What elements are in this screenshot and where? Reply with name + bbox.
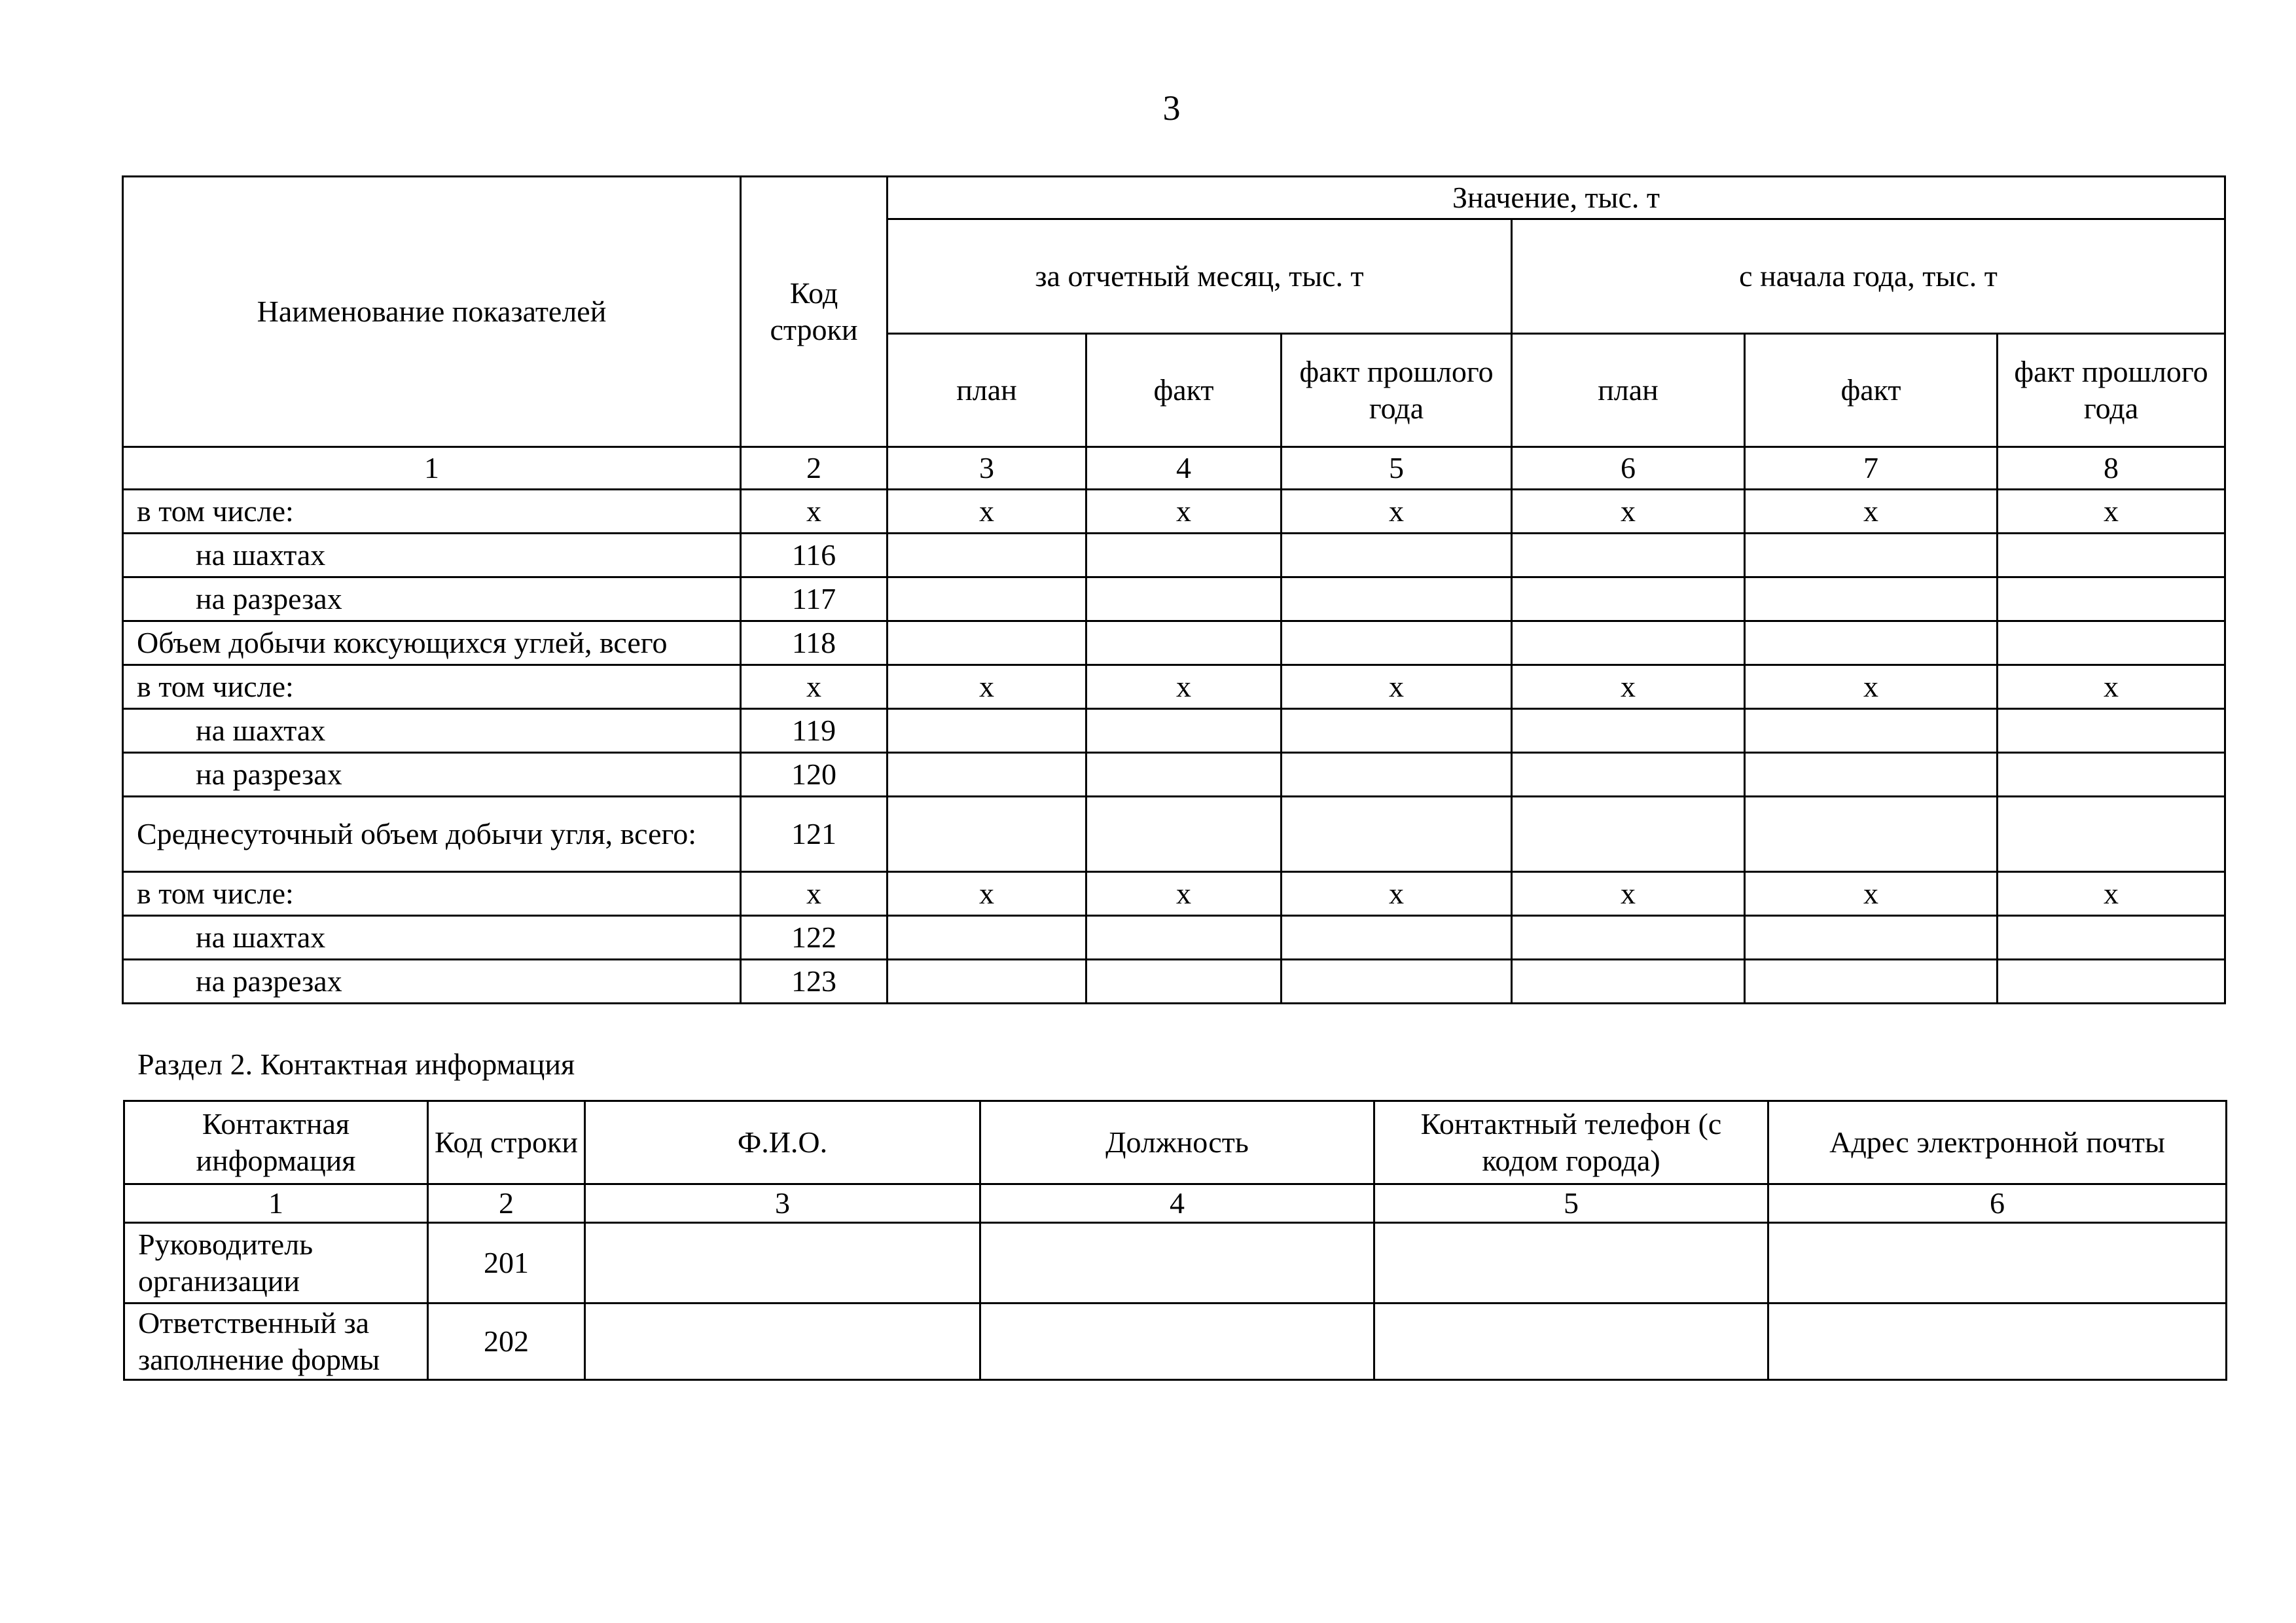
- value-cell[interactable]: [1745, 960, 1998, 1004]
- phone-cell[interactable]: [1374, 1304, 1768, 1380]
- value-cell[interactable]: [1086, 753, 1282, 797]
- value-cell: x: [888, 872, 1086, 916]
- row-code: 202: [428, 1304, 585, 1380]
- value-cell: x: [1998, 665, 2225, 709]
- column-number: 2: [741, 447, 888, 490]
- value-cell: x: [1086, 665, 1282, 709]
- header-position: Должность: [980, 1101, 1374, 1184]
- header-phone: Контактный телефон (с кодом города): [1374, 1101, 1768, 1184]
- table-row: [123, 621, 2225, 665]
- row-name: на шахтах: [123, 709, 741, 753]
- value-cell[interactable]: [1745, 797, 1998, 872]
- row-name: на шахтах: [123, 534, 741, 577]
- value-cell[interactable]: [1282, 709, 1512, 753]
- value-cell[interactable]: [1282, 534, 1512, 577]
- value-cell[interactable]: [1282, 960, 1512, 1004]
- header-year-to-date: с начала года, тыс. т: [1512, 219, 2225, 334]
- header-year-plan: план: [1512, 334, 1745, 447]
- column-number: 5: [1374, 1184, 1768, 1223]
- value-cell[interactable]: [1086, 621, 1282, 665]
- value-cell[interactable]: [1512, 916, 1745, 960]
- email-cell[interactable]: [1768, 1223, 2227, 1304]
- value-cell[interactable]: [1086, 709, 1282, 753]
- header-value: Значение, тыс. т: [888, 177, 2225, 219]
- value-cell[interactable]: [1998, 709, 2225, 753]
- value-cell[interactable]: [888, 960, 1086, 1004]
- row-name: Объем добычи коксующихся углей, всего: [123, 621, 741, 665]
- row-name: на разрезах: [123, 577, 741, 621]
- value-cell[interactable]: [1512, 797, 1745, 872]
- full-name-cell[interactable]: [585, 1304, 980, 1380]
- value-cell[interactable]: [888, 753, 1086, 797]
- header-contact-info: Контактная информация: [124, 1101, 428, 1184]
- position-cell[interactable]: [980, 1223, 1374, 1304]
- table-row: [123, 490, 2225, 534]
- value-cell[interactable]: [1745, 577, 1998, 621]
- column-number: 1: [124, 1184, 428, 1223]
- value-cell[interactable]: [1512, 621, 1745, 665]
- row-code: x: [741, 665, 888, 709]
- value-cell[interactable]: [888, 709, 1086, 753]
- column-number: 8: [1998, 447, 2225, 490]
- value-cell[interactable]: [888, 916, 1086, 960]
- table-row: [123, 872, 2225, 916]
- value-cell[interactable]: [1512, 960, 1745, 1004]
- row-name: на шахтах: [123, 916, 741, 960]
- value-cell[interactable]: [1086, 797, 1282, 872]
- header-indicator-name: Наименование показателей: [123, 177, 741, 447]
- row-name: в том числе:: [123, 872, 741, 916]
- value-cell: x: [1086, 490, 1282, 534]
- table-row: [123, 665, 2225, 709]
- value-cell[interactable]: [1745, 916, 1998, 960]
- value-cell[interactable]: [1998, 534, 2225, 577]
- header-month-fact: факт: [1086, 334, 1282, 447]
- column-number: 2: [428, 1184, 585, 1223]
- header-reporting-month: за отчетный месяц, тыс. т: [888, 219, 1512, 334]
- value-cell: x: [1282, 490, 1512, 534]
- header-email: Адрес электронной почты: [1768, 1101, 2227, 1184]
- value-cell[interactable]: [1745, 534, 1998, 577]
- value-cell[interactable]: [888, 577, 1086, 621]
- value-cell[interactable]: [1282, 621, 1512, 665]
- column-number: 5: [1282, 447, 1512, 490]
- header-year-fact: факт: [1745, 334, 1998, 447]
- value-cell[interactable]: [888, 534, 1086, 577]
- value-cell: x: [1998, 872, 2225, 916]
- column-number: 4: [980, 1184, 1374, 1223]
- value-cell[interactable]: [1998, 753, 2225, 797]
- phone-cell[interactable]: [1374, 1223, 1768, 1304]
- value-cell: x: [1745, 490, 1998, 534]
- position-cell[interactable]: [980, 1304, 1374, 1380]
- header-full-name: Ф.И.О.: [585, 1101, 980, 1184]
- value-cell[interactable]: [1282, 753, 1512, 797]
- column-number: 7: [1745, 447, 1998, 490]
- header-row-code: Код строки: [741, 177, 888, 447]
- value-cell: x: [888, 490, 1086, 534]
- row-code: 118: [741, 621, 888, 665]
- value-cell[interactable]: [1512, 753, 1745, 797]
- header-month-fact-prev-year: факт прошлого года: [1282, 334, 1512, 447]
- table-row: [123, 960, 2225, 1004]
- column-number: 6: [1512, 447, 1745, 490]
- value-cell[interactable]: [1998, 916, 2225, 960]
- value-cell: x: [1512, 665, 1745, 709]
- row-code: 116: [741, 534, 888, 577]
- coal-production-table: [122, 175, 2226, 1004]
- table-row: [123, 797, 2225, 872]
- table-row: [124, 1304, 2227, 1380]
- table-row: [123, 709, 2225, 753]
- header-month-plan: план: [888, 334, 1086, 447]
- value-cell[interactable]: [1512, 534, 1745, 577]
- value-cell[interactable]: [888, 621, 1086, 665]
- value-cell[interactable]: [1745, 709, 1998, 753]
- value-cell: x: [1745, 665, 1998, 709]
- table-row: [123, 534, 2225, 577]
- row-name: в том числе:: [123, 665, 741, 709]
- table-row: [124, 1223, 2227, 1304]
- value-cell[interactable]: [1512, 577, 1745, 621]
- email-cell[interactable]: [1768, 1304, 2227, 1380]
- row-code: x: [741, 872, 888, 916]
- column-number: 6: [1768, 1184, 2227, 1223]
- value-cell: x: [888, 665, 1086, 709]
- row-name: на разрезах: [123, 960, 741, 1004]
- row-name: Среднесуточный объем добычи угля, всего:: [123, 797, 741, 872]
- row-name: в том числе:: [123, 490, 741, 534]
- value-cell: x: [1745, 872, 1998, 916]
- value-cell: x: [1512, 490, 1745, 534]
- page-number: 3: [1162, 88, 1181, 128]
- value-cell[interactable]: [1086, 960, 1282, 1004]
- row-name: Руководитель организации: [124, 1223, 428, 1304]
- value-cell[interactable]: [1086, 916, 1282, 960]
- table-row: [123, 753, 2225, 797]
- value-cell: x: [1998, 490, 2225, 534]
- value-cell[interactable]: [1998, 797, 2225, 872]
- contact-info-table: [123, 1100, 2227, 1381]
- value-cell[interactable]: [1998, 577, 2225, 621]
- table-row: [123, 916, 2225, 960]
- row-code: 201: [428, 1223, 585, 1304]
- row-code: 117: [741, 577, 888, 621]
- section-2-title: Раздел 2. Контактная информация: [137, 1048, 575, 1081]
- row-name: Ответственный за заполнение формы: [124, 1304, 428, 1380]
- value-cell[interactable]: [1086, 577, 1282, 621]
- value-cell[interactable]: [1086, 534, 1282, 577]
- row-code: 120: [741, 753, 888, 797]
- row-code: 123: [741, 960, 888, 1004]
- column-number: 3: [888, 447, 1086, 490]
- value-cell[interactable]: [1745, 621, 1998, 665]
- value-cell[interactable]: [1282, 916, 1512, 960]
- column-number-row: [123, 447, 2225, 490]
- value-cell[interactable]: [1998, 960, 2225, 1004]
- row-code: x: [741, 490, 888, 534]
- table-row: [123, 577, 2225, 621]
- row-code: 119: [741, 709, 888, 753]
- row-code: 122: [741, 916, 888, 960]
- column-number: 3: [585, 1184, 980, 1223]
- row-name: на разрезах: [123, 753, 741, 797]
- column-number-row: [124, 1184, 2227, 1223]
- value-cell: x: [1086, 872, 1282, 916]
- value-cell[interactable]: [1282, 797, 1512, 872]
- value-cell[interactable]: [1745, 753, 1998, 797]
- header-row-code: Код строки: [428, 1101, 585, 1184]
- column-number: 4: [1086, 447, 1282, 490]
- value-cell: x: [1282, 665, 1512, 709]
- value-cell: x: [1282, 872, 1512, 916]
- column-number: 1: [123, 447, 741, 490]
- value-cell: x: [1512, 872, 1745, 916]
- header-year-fact-prev-year: факт прошлого года: [1998, 334, 2225, 447]
- full-name-cell[interactable]: [585, 1223, 980, 1304]
- row-code: 121: [741, 797, 888, 872]
- value-cell[interactable]: [1998, 621, 2225, 665]
- value-cell[interactable]: [888, 797, 1086, 872]
- value-cell[interactable]: [1512, 709, 1745, 753]
- value-cell[interactable]: [1282, 577, 1512, 621]
